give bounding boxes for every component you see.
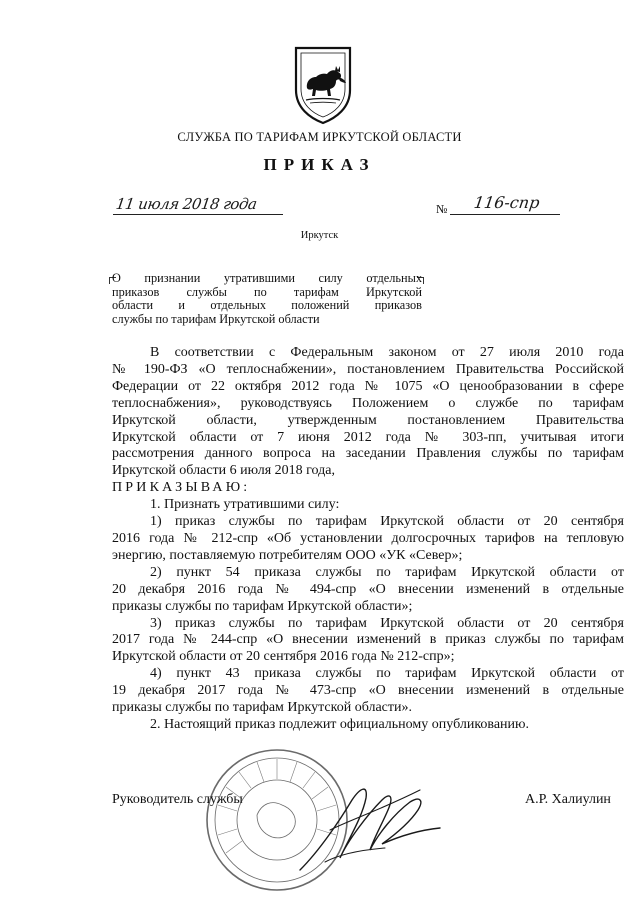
order-directive: ПРИКАЗЫВАЮ:: [112, 480, 251, 496]
body-line: № 190-ФЗ «О теплоснабжении», постановлением Правительства Российской: [112, 361, 624, 377]
body-line: 3) приказ службы по тарифам Иркутской области от 20 сентября: [150, 615, 624, 631]
body-line: 2. Настоящий приказ подлежит официальному опубликованию.: [150, 716, 529, 732]
body-line: Иркутской области 6 июля 2018 года,: [112, 463, 335, 479]
subject-line: службы по тарифам Иркутской области: [112, 311, 320, 326]
date-underline: [113, 214, 283, 215]
subject-line: области и отдельных положений приказов: [112, 298, 422, 312]
handwritten-number: 116-спр: [472, 193, 541, 212]
document-type: ПРИКАЗ: [263, 155, 376, 174]
body-line: 19 декабря 2017 года № 473-спр «О внесении изменений в отдельные: [112, 683, 624, 699]
organization-title: СЛУЖБА ПО ТАРИФАМ ИРКУТСКОЙ ОБЛАСТИ: [177, 130, 462, 144]
body-line: энергию, поставляемую потребителям ООО «УК «Север»;: [112, 547, 463, 563]
body-line: 4) пункт 43 приказа службы по тарифам Иркутской области от: [150, 666, 624, 682]
handwritten-signature: [290, 770, 450, 880]
body-line: 2017 года № 244-спр «О внесении изменений в приказ службы по тарифам: [112, 632, 624, 648]
number-underline: [450, 214, 560, 215]
body-line: рассмотрения данного вопроса на заседании Правления службы по тарифам: [112, 446, 624, 462]
subject-block: [112, 272, 422, 326]
body-line: 1. Признать утратившими силу:: [150, 497, 340, 513]
body-line: приказы службы по тарифам Иркутской области».: [112, 700, 412, 716]
subject-line: приказов службы по тарифам Иркутской: [112, 284, 422, 299]
signatory-name: А.Р. Халиулин: [525, 792, 611, 807]
body-line: Федерации от 22 октября 2012 года № 1075 «О ценообразовании в сфере: [112, 378, 624, 394]
signatory-role: Руководитель службы: [112, 792, 243, 807]
order-body: [112, 345, 624, 734]
body-line: 2016 года № 212-спр «Об установлении долгосрочных тарифов на тепловую: [112, 530, 624, 546]
city-label: Иркутск: [300, 230, 339, 241]
number-sign: №: [436, 202, 448, 216]
body-line: Иркутской области от 20 сентября 2016 года № 212-спр»;: [112, 649, 455, 665]
body-line: Иркутской области, утвержденным постановлением Правительства: [112, 412, 624, 428]
body-line: 1) приказ службы по тарифам Иркутской области от 20 сентября: [150, 514, 624, 530]
body-line: Иркутской области от 7 июня 2012 года № 303-пп, учитывая итоги: [112, 429, 624, 445]
body-line: теплоснабжения», руководствуясь Положением о службе по тарифам: [112, 395, 624, 411]
body-line: В соответствии с Федеральным законом от 27 июля 2010 года: [150, 345, 624, 360]
body-line: 20 декабря 2016 года № 494-спр «О внесении изменений в отдельные: [112, 581, 624, 597]
subject-line: О признании утратившими силу отдельных: [112, 271, 422, 285]
handwritten-date: 11 июля 2018 года: [114, 195, 258, 213]
body-line: 2) пункт 54 приказа службы по тарифам Иркутской области от: [150, 564, 624, 580]
body-line: приказы службы по тарифам Иркутской области»;: [112, 598, 413, 614]
coat-of-arms-emblem: [292, 44, 354, 126]
